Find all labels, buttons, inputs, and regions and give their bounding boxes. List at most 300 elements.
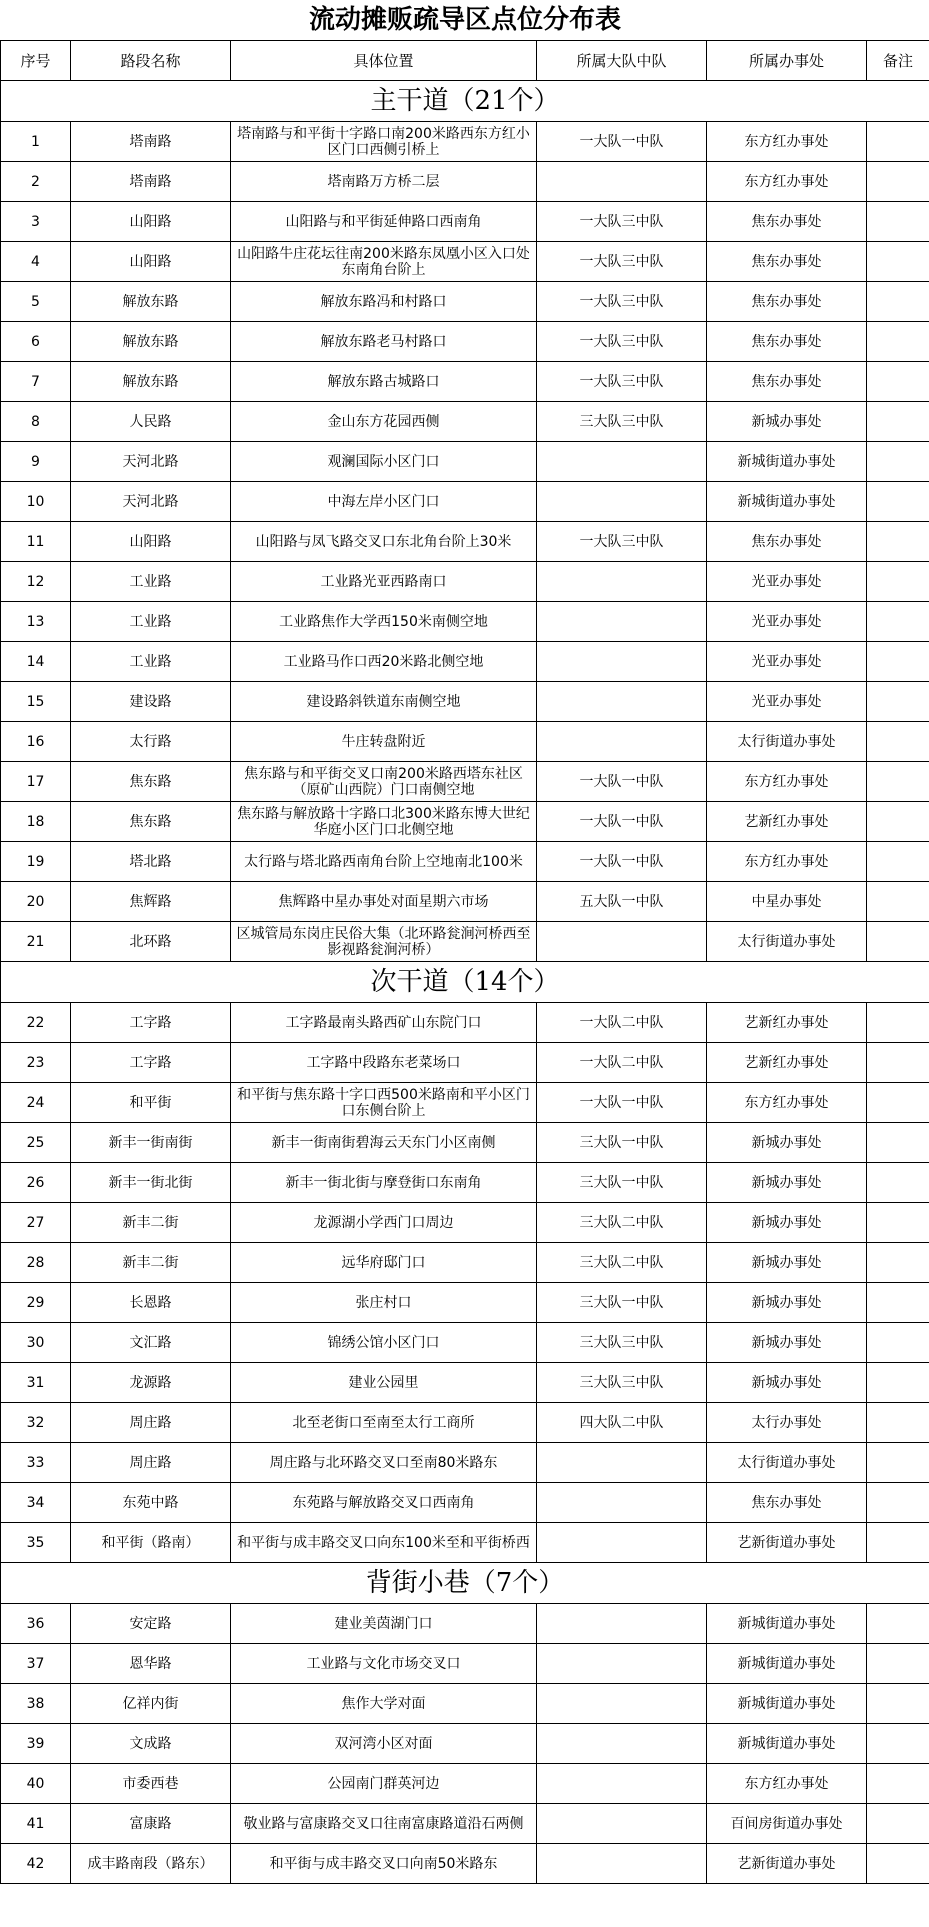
cell-road: 工业路 bbox=[71, 602, 231, 642]
table-row bbox=[1, 1363, 929, 1403]
cell-no: 28 bbox=[1, 1243, 71, 1283]
table-row bbox=[1, 162, 929, 202]
cell-no: 6 bbox=[1, 322, 71, 362]
cell-team bbox=[537, 922, 707, 962]
cell-note bbox=[867, 1043, 929, 1083]
cell-road: 和平街 bbox=[71, 1083, 231, 1123]
cell-no: 20 bbox=[1, 882, 71, 922]
cell-road: 山阳路 bbox=[71, 242, 231, 282]
table-row bbox=[1, 1523, 929, 1563]
cell-no: 41 bbox=[1, 1804, 71, 1844]
cell-no: 5 bbox=[1, 282, 71, 322]
cell-road: 文成路 bbox=[71, 1724, 231, 1764]
cell-office: 光亚办事处 bbox=[707, 562, 867, 602]
cell-road: 焦东路 bbox=[71, 762, 231, 802]
cell-team bbox=[537, 1483, 707, 1523]
cell-team bbox=[537, 562, 707, 602]
cell-road: 新丰一街北街 bbox=[71, 1163, 231, 1203]
table-row bbox=[1, 1443, 929, 1483]
cell-no: 2 bbox=[1, 162, 71, 202]
cell-office: 新城街道办事处 bbox=[707, 1684, 867, 1724]
cell-team: 三大队一中队 bbox=[537, 1163, 707, 1203]
cell-note bbox=[867, 1163, 929, 1203]
cell-office: 焦东办事处 bbox=[707, 362, 867, 402]
cell-location: 焦作大学对面 bbox=[231, 1684, 537, 1724]
cell-office: 焦东办事处 bbox=[707, 202, 867, 242]
table-row bbox=[1, 1804, 929, 1844]
section-header bbox=[1, 962, 929, 1003]
cell-office: 新城办事处 bbox=[707, 1323, 867, 1363]
cell-note bbox=[867, 1003, 929, 1043]
cell-location: 工字路最南头路西矿山东院门口 bbox=[231, 1003, 537, 1043]
table-row bbox=[1, 242, 929, 282]
cell-road: 焦辉路 bbox=[71, 882, 231, 922]
cell-team: 三大队二中队 bbox=[537, 1203, 707, 1243]
cell-note bbox=[867, 1403, 929, 1443]
cell-office: 新城办事处 bbox=[707, 1243, 867, 1283]
table-row bbox=[1, 1844, 929, 1884]
cell-location: 北至老街口至南至太行工商所 bbox=[231, 1403, 537, 1443]
cell-office: 艺新街道办事处 bbox=[707, 1844, 867, 1884]
cell-road: 天河北路 bbox=[71, 442, 231, 482]
cell-note bbox=[867, 682, 929, 722]
cell-road: 新丰一街南街 bbox=[71, 1123, 231, 1163]
cell-road: 工业路 bbox=[71, 642, 231, 682]
cell-road: 解放东路 bbox=[71, 362, 231, 402]
cell-team bbox=[537, 1443, 707, 1483]
header-road: 路段名称 bbox=[71, 41, 231, 81]
table-row bbox=[1, 1163, 929, 1203]
cell-team: 一大队三中队 bbox=[537, 362, 707, 402]
table-row bbox=[1, 842, 929, 882]
cell-office: 焦东办事处 bbox=[707, 322, 867, 362]
cell-note bbox=[867, 402, 929, 442]
cell-note bbox=[867, 602, 929, 642]
cell-road: 亿祥内街 bbox=[71, 1684, 231, 1724]
cell-location: 锦绣公馆小区门口 bbox=[231, 1323, 537, 1363]
table-row bbox=[1, 1604, 929, 1644]
table-row bbox=[1, 322, 929, 362]
table-row bbox=[1, 682, 929, 722]
cell-office: 艺新红办事处 bbox=[707, 802, 867, 842]
cell-office: 艺新红办事处 bbox=[707, 1043, 867, 1083]
cell-location: 解放东路古城路口 bbox=[231, 362, 537, 402]
cell-office: 光亚办事处 bbox=[707, 642, 867, 682]
table-row bbox=[1, 482, 929, 522]
header-row bbox=[1, 41, 929, 81]
cell-no: 11 bbox=[1, 522, 71, 562]
cell-location: 焦辉路中星办事处对面星期六市场 bbox=[231, 882, 537, 922]
cell-location: 工业路焦作大学西150米南侧空地 bbox=[231, 602, 537, 642]
cell-location: 观澜国际小区门口 bbox=[231, 442, 537, 482]
cell-team: 三大队三中队 bbox=[537, 1363, 707, 1403]
header-location: 具体位置 bbox=[231, 41, 537, 81]
cell-road: 北环路 bbox=[71, 922, 231, 962]
cell-note bbox=[867, 362, 929, 402]
cell-road: 安定路 bbox=[71, 1604, 231, 1644]
cell-location: 解放东路老马村路口 bbox=[231, 322, 537, 362]
cell-location: 山阳路牛庄花坛往南200米路东凤凰小区入口处东南角台阶上 bbox=[231, 242, 537, 282]
cell-location: 建业美茵湖门口 bbox=[231, 1604, 537, 1644]
header-no: 序号 bbox=[1, 41, 71, 81]
cell-no: 7 bbox=[1, 362, 71, 402]
table-row bbox=[1, 1684, 929, 1724]
table-row bbox=[1, 282, 929, 322]
cell-team: 一大队一中队 bbox=[537, 802, 707, 842]
cell-note bbox=[867, 122, 929, 162]
cell-office: 新城办事处 bbox=[707, 402, 867, 442]
table-row bbox=[1, 362, 929, 402]
cell-no: 22 bbox=[1, 1003, 71, 1043]
cell-office: 光亚办事处 bbox=[707, 602, 867, 642]
cell-no: 23 bbox=[1, 1043, 71, 1083]
cell-note bbox=[867, 802, 929, 842]
cell-team: 三大队二中队 bbox=[537, 1243, 707, 1283]
section-header bbox=[1, 81, 929, 122]
cell-note bbox=[867, 1764, 929, 1804]
table-row bbox=[1, 1403, 929, 1443]
cell-note bbox=[867, 1363, 929, 1403]
cell-note bbox=[867, 1323, 929, 1363]
cell-no: 42 bbox=[1, 1844, 71, 1884]
cell-note bbox=[867, 1083, 929, 1123]
cell-team: 四大队二中队 bbox=[537, 1403, 707, 1443]
cell-location: 焦东路与解放路十字路口北300米路东博大世纪华庭小区门口北侧空地 bbox=[231, 802, 537, 842]
cell-note bbox=[867, 842, 929, 882]
cell-team bbox=[537, 1684, 707, 1724]
cell-location: 新丰一街南街碧海云天东门小区南侧 bbox=[231, 1123, 537, 1163]
cell-location: 公园南门群英河边 bbox=[231, 1764, 537, 1804]
cell-team bbox=[537, 642, 707, 682]
table-row bbox=[1, 202, 929, 242]
cell-location: 工业路马作口西20米路北侧空地 bbox=[231, 642, 537, 682]
cell-office: 新城办事处 bbox=[707, 1123, 867, 1163]
cell-road: 解放东路 bbox=[71, 322, 231, 362]
cell-no: 25 bbox=[1, 1123, 71, 1163]
cell-note bbox=[867, 242, 929, 282]
cell-team: 一大队二中队 bbox=[537, 1043, 707, 1083]
cell-location: 周庄路与北环路交叉口至南80米路东 bbox=[231, 1443, 537, 1483]
cell-location: 解放东路冯和村路口 bbox=[231, 282, 537, 322]
cell-note bbox=[867, 1604, 929, 1644]
cell-team bbox=[537, 1604, 707, 1644]
cell-no: 35 bbox=[1, 1523, 71, 1563]
cell-note bbox=[867, 442, 929, 482]
cell-no: 1 bbox=[1, 122, 71, 162]
cell-office: 新城街道办事处 bbox=[707, 482, 867, 522]
cell-road: 富康路 bbox=[71, 1804, 231, 1844]
cell-road: 解放东路 bbox=[71, 282, 231, 322]
table-row bbox=[1, 122, 929, 162]
cell-location: 工字路中段路东老菜场口 bbox=[231, 1043, 537, 1083]
cell-team bbox=[537, 602, 707, 642]
cell-road: 市委西巷 bbox=[71, 1764, 231, 1804]
cell-road: 天河北路 bbox=[71, 482, 231, 522]
cell-no: 9 bbox=[1, 442, 71, 482]
cell-office: 太行办事处 bbox=[707, 1403, 867, 1443]
cell-road: 工字路 bbox=[71, 1043, 231, 1083]
cell-location: 山阳路与凤飞路交叉口东北角台阶上30米 bbox=[231, 522, 537, 562]
cell-road: 人民路 bbox=[71, 402, 231, 442]
cell-no: 40 bbox=[1, 1764, 71, 1804]
cell-note bbox=[867, 482, 929, 522]
cell-location: 建设路斜铁道东南侧空地 bbox=[231, 682, 537, 722]
cell-no: 37 bbox=[1, 1644, 71, 1684]
cell-no: 3 bbox=[1, 202, 71, 242]
header-team: 所属大队中队 bbox=[537, 41, 707, 81]
table-row bbox=[1, 402, 929, 442]
cell-office: 太行街道办事处 bbox=[707, 722, 867, 762]
cell-office: 百间房街道办事处 bbox=[707, 1804, 867, 1844]
cell-note bbox=[867, 762, 929, 802]
cell-team: 一大队三中队 bbox=[537, 522, 707, 562]
table-row bbox=[1, 882, 929, 922]
cell-no: 16 bbox=[1, 722, 71, 762]
cell-location: 建业公园里 bbox=[231, 1363, 537, 1403]
cell-note bbox=[867, 322, 929, 362]
cell-note bbox=[867, 722, 929, 762]
cell-office: 光亚办事处 bbox=[707, 682, 867, 722]
cell-no: 27 bbox=[1, 1203, 71, 1243]
table-row bbox=[1, 1203, 929, 1243]
cell-location: 塔南路与和平街十字路口南200米路西东方红小区门口西侧引桥上 bbox=[231, 122, 537, 162]
cell-team bbox=[537, 722, 707, 762]
table-row bbox=[1, 1083, 929, 1123]
cell-office: 新城办事处 bbox=[707, 1163, 867, 1203]
cell-office: 艺新街道办事处 bbox=[707, 1523, 867, 1563]
cell-note bbox=[867, 1684, 929, 1724]
cell-office: 新城街道办事处 bbox=[707, 1644, 867, 1684]
cell-location: 中海左岸小区门口 bbox=[231, 482, 537, 522]
cell-office: 东方红办事处 bbox=[707, 762, 867, 802]
section-header bbox=[1, 1563, 929, 1604]
cell-location: 龙源湖小学西门口周边 bbox=[231, 1203, 537, 1243]
cell-team: 三大队三中队 bbox=[537, 1323, 707, 1363]
cell-office: 焦东办事处 bbox=[707, 522, 867, 562]
cell-office: 新城街道办事处 bbox=[707, 1724, 867, 1764]
cell-road: 工字路 bbox=[71, 1003, 231, 1043]
cell-location: 新丰一街北街与摩登街口东南角 bbox=[231, 1163, 537, 1203]
cell-note bbox=[867, 642, 929, 682]
table-row bbox=[1, 1764, 929, 1804]
table-row bbox=[1, 1724, 929, 1764]
page-title: 流动摊贩疏导区点位分布表 bbox=[1, 0, 929, 41]
cell-office: 中星办事处 bbox=[707, 882, 867, 922]
cell-no: 14 bbox=[1, 642, 71, 682]
cell-office: 新城街道办事处 bbox=[707, 1604, 867, 1644]
cell-no: 17 bbox=[1, 762, 71, 802]
cell-office: 新城办事处 bbox=[707, 1363, 867, 1403]
cell-note bbox=[867, 1443, 929, 1483]
cell-team bbox=[537, 162, 707, 202]
table-row bbox=[1, 602, 929, 642]
cell-note bbox=[867, 282, 929, 322]
cell-team: 一大队一中队 bbox=[537, 1083, 707, 1123]
cell-no: 24 bbox=[1, 1083, 71, 1123]
table-row bbox=[1, 1243, 929, 1283]
cell-note bbox=[867, 1523, 929, 1563]
table-body bbox=[1, 81, 929, 1884]
cell-note bbox=[867, 1203, 929, 1243]
table-row bbox=[1, 1283, 929, 1323]
cell-office: 东方红办事处 bbox=[707, 1764, 867, 1804]
table-row bbox=[1, 722, 929, 762]
cell-road: 文汇路 bbox=[71, 1323, 231, 1363]
cell-office: 太行街道办事处 bbox=[707, 1443, 867, 1483]
cell-note bbox=[867, 162, 929, 202]
cell-road: 恩华路 bbox=[71, 1644, 231, 1684]
cell-road: 工业路 bbox=[71, 562, 231, 602]
cell-road: 塔南路 bbox=[71, 122, 231, 162]
cell-note bbox=[867, 922, 929, 962]
cell-office: 新城办事处 bbox=[707, 1283, 867, 1323]
cell-road: 成丰路南段（路东） bbox=[71, 1844, 231, 1884]
cell-no: 36 bbox=[1, 1604, 71, 1644]
cell-team bbox=[537, 442, 707, 482]
cell-location: 牛庄转盘附近 bbox=[231, 722, 537, 762]
cell-office: 新城街道办事处 bbox=[707, 442, 867, 482]
cell-location: 和平街与成丰路交叉口向东100米至和平街桥西 bbox=[231, 1523, 537, 1563]
cell-note bbox=[867, 1483, 929, 1523]
table-row bbox=[1, 1644, 929, 1684]
cell-road: 太行路 bbox=[71, 722, 231, 762]
cell-note bbox=[867, 1123, 929, 1163]
cell-team: 一大队一中队 bbox=[537, 122, 707, 162]
cell-no: 15 bbox=[1, 682, 71, 722]
cell-location: 远华府邸门口 bbox=[231, 1243, 537, 1283]
cell-location: 东苑路与解放路交叉口西南角 bbox=[231, 1483, 537, 1523]
cell-road: 和平街（路南） bbox=[71, 1523, 231, 1563]
cell-team bbox=[537, 1523, 707, 1563]
header-office: 所属办事处 bbox=[707, 41, 867, 81]
cell-location: 山阳路与和平街延伸路口西南角 bbox=[231, 202, 537, 242]
cell-location: 工业路光亚西路南口 bbox=[231, 562, 537, 602]
cell-note bbox=[867, 1804, 929, 1844]
cell-office: 焦东办事处 bbox=[707, 242, 867, 282]
cell-note bbox=[867, 1844, 929, 1884]
cell-team: 一大队三中队 bbox=[537, 202, 707, 242]
cell-team bbox=[537, 1844, 707, 1884]
cell-road: 山阳路 bbox=[71, 202, 231, 242]
cell-office: 东方红办事处 bbox=[707, 842, 867, 882]
cell-no: 18 bbox=[1, 802, 71, 842]
cell-team bbox=[537, 1724, 707, 1764]
cell-team: 一大队三中队 bbox=[537, 282, 707, 322]
cell-note bbox=[867, 1724, 929, 1764]
cell-team: 一大队一中队 bbox=[537, 762, 707, 802]
cell-team: 一大队三中队 bbox=[537, 322, 707, 362]
table-row bbox=[1, 442, 929, 482]
cell-no: 33 bbox=[1, 1443, 71, 1483]
cell-no: 26 bbox=[1, 1163, 71, 1203]
cell-road: 塔北路 bbox=[71, 842, 231, 882]
cell-team: 五大队一中队 bbox=[537, 882, 707, 922]
header-note: 备注 bbox=[867, 41, 929, 81]
table-row bbox=[1, 762, 929, 802]
cell-road: 长恩路 bbox=[71, 1283, 231, 1323]
table-row bbox=[1, 922, 929, 962]
cell-office: 东方红办事处 bbox=[707, 162, 867, 202]
cell-office: 太行街道办事处 bbox=[707, 922, 867, 962]
cell-location: 敬业路与富康路交叉口往南富康路道沿石两侧 bbox=[231, 1804, 537, 1844]
cell-team bbox=[537, 482, 707, 522]
table-row bbox=[1, 802, 929, 842]
cell-road: 塔南路 bbox=[71, 162, 231, 202]
cell-no: 12 bbox=[1, 562, 71, 602]
cell-location: 区城管局东岗庄民俗大集（北环路瓮涧河桥西至影视路瓮涧河桥） bbox=[231, 922, 537, 962]
cell-office: 焦东办事处 bbox=[707, 1483, 867, 1523]
cell-team: 三大队一中队 bbox=[537, 1283, 707, 1323]
cell-note bbox=[867, 1644, 929, 1684]
cell-road: 新丰二街 bbox=[71, 1203, 231, 1243]
cell-location: 和平街与成丰路交叉口向南50米路东 bbox=[231, 1844, 537, 1884]
cell-no: 32 bbox=[1, 1403, 71, 1443]
cell-no: 13 bbox=[1, 602, 71, 642]
cell-no: 21 bbox=[1, 922, 71, 962]
cell-no: 8 bbox=[1, 402, 71, 442]
cell-team: 一大队一中队 bbox=[537, 842, 707, 882]
table-row bbox=[1, 1483, 929, 1523]
section-title: 次干道（14个） bbox=[1, 962, 929, 1003]
cell-team bbox=[537, 1764, 707, 1804]
cell-road: 山阳路 bbox=[71, 522, 231, 562]
cell-location: 双河湾小区对面 bbox=[231, 1724, 537, 1764]
cell-location: 太行路与塔北路西南角台阶上空地南北100米 bbox=[231, 842, 537, 882]
cell-no: 19 bbox=[1, 842, 71, 882]
cell-office: 焦东办事处 bbox=[707, 282, 867, 322]
cell-team bbox=[537, 1644, 707, 1684]
table-row bbox=[1, 522, 929, 562]
cell-no: 10 bbox=[1, 482, 71, 522]
cell-team bbox=[537, 682, 707, 722]
section-title: 主干道（21个） bbox=[1, 81, 929, 122]
cell-road: 建设路 bbox=[71, 682, 231, 722]
cell-no: 31 bbox=[1, 1363, 71, 1403]
cell-note bbox=[867, 202, 929, 242]
cell-road: 周庄路 bbox=[71, 1403, 231, 1443]
cell-office: 东方红办事处 bbox=[707, 1083, 867, 1123]
cell-team: 三大队一中队 bbox=[537, 1123, 707, 1163]
table-row bbox=[1, 1123, 929, 1163]
cell-office: 新城办事处 bbox=[707, 1203, 867, 1243]
cell-no: 4 bbox=[1, 242, 71, 282]
cell-team: 一大队三中队 bbox=[537, 242, 707, 282]
cell-location: 工业路与文化市场交叉口 bbox=[231, 1644, 537, 1684]
table-row bbox=[1, 1323, 929, 1363]
cell-road: 焦东路 bbox=[71, 802, 231, 842]
cell-location: 焦东路与和平街交叉口南200米路西塔东社区（原矿山西院）门口南侧空地 bbox=[231, 762, 537, 802]
table-row bbox=[1, 1043, 929, 1083]
cell-no: 30 bbox=[1, 1323, 71, 1363]
cell-road: 周庄路 bbox=[71, 1443, 231, 1483]
cell-location: 张庄村口 bbox=[231, 1283, 537, 1323]
cell-team: 一大队二中队 bbox=[537, 1003, 707, 1043]
cell-office: 艺新红办事处 bbox=[707, 1003, 867, 1043]
cell-location: 金山东方花园西侧 bbox=[231, 402, 537, 442]
section-title: 背街小巷（7个） bbox=[1, 1563, 929, 1604]
cell-note bbox=[867, 522, 929, 562]
cell-note bbox=[867, 562, 929, 602]
cell-road: 新丰二街 bbox=[71, 1243, 231, 1283]
cell-note bbox=[867, 1283, 929, 1323]
cell-no: 38 bbox=[1, 1684, 71, 1724]
cell-no: 34 bbox=[1, 1483, 71, 1523]
table-row bbox=[1, 1003, 929, 1043]
cell-note bbox=[867, 882, 929, 922]
cell-no: 29 bbox=[1, 1283, 71, 1323]
cell-road: 龙源路 bbox=[71, 1363, 231, 1403]
table-row bbox=[1, 562, 929, 602]
